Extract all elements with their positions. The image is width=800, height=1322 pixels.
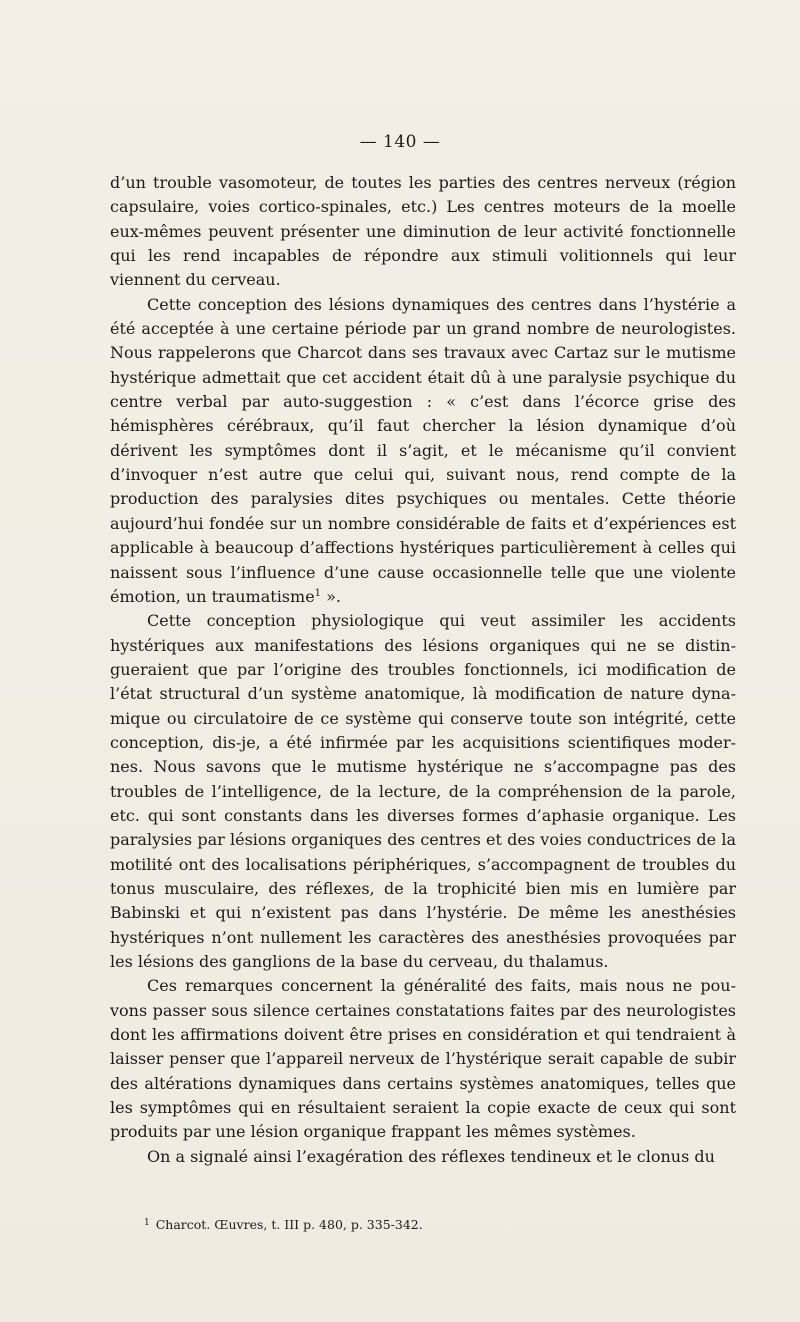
- paragraph-3: Cette conception physiologique qui veut assimiler les accidents hystériques aux manifestations des lésions organiques qui ne se distingueraient que par l’origine des troubles fonctionnels, ici modification de l’état structural d’un système anatomique, là modification de nature dynamique ou circulatoire de ce système qui conserve toute son intégrité, cette conception, dis-je, a été infirmée par les acquisitions scientifiques modernes. Nous savons que le mutisme hystérique ne s’accompagne pas des troubles de l’intelligence, de la lecture, de la compréhension de la parole, etc. qui sont constants dans les diverses formes d’aphasie organique. Les paralysies par lésions organiques des centres et des voies conductrices de la motilité ont des localisations périphériques, s’accompagnent de troubles du tonus musculaire, des réflexes, de la trophicité bien mis en lumière par Babinski et qui n’existent pas dans l’hystérie. De même les anesthésies hystériques n’ont nullement les caractères des anesthésies provoquées par les lésions des ganglions de la base du cerveau, du thalamus.: [110, 611, 736, 971]
- footnote-mark: 1: [144, 1218, 150, 1228]
- page-number: — 140 —: [359, 132, 441, 152]
- footnote: [144, 1215, 736, 1233]
- paragraph-2-text: Cette conception des lésions dynamiques des centres dans l’hystérie a été acceptée à une certaine période par un grand nombre de neurologistes. Nous rappelerons que Charcot dans ses travaux avec Cartaz sur le mutisme hystérique admettait que cet accident était dû à une paralysie psychique du centre verbal par auto-suggestion : « c’est dans l’écorce grise des hémisphères cérébraux, qu’il faut chercher la lésion dynamique d’où dérivent les symptômes dont il s’agit, et le mécanisme qu’il convient d’invoquer n’est autre que celui qui, suivant nous, rend compte de la production des paralysies dites psychiques ou mentales. Cette théorie aujourd’hui fondée sur un nombre considérable de faits et d’expériences est applicable à beaucoup d’affections hystériques particulièrement à celles qui naissent sous l’influence d’une cause occasionnelle telle que une violente émotion, un traumatisme: [110, 294, 736, 606]
- paragraph-5: On a signalé ainsi l’exagération des réflexes tendineux et le clonus du: [147, 1146, 715, 1166]
- paragraph-4: Ces remarques concernent la généralité des faits, mais nous ne pouvons passer sous silence certaines constatations faites par des neurologistes dont les affirmations doivent être prises en considération et qui tendraient à laisser penser que l’appareil nerveux de l’hystérique serait capable de subir des altérations dynamiques dans certains systèmes anatomiques, telles que les symptômes qui en résultaient seraient la copie exacte de ceux qui sont produits par une lésion organique frappant les mêmes systèmes.: [110, 976, 736, 1142]
- footnote-reference[interactable]: 1: [314, 587, 322, 599]
- paragraph-2: [110, 293, 736, 609]
- paragraph-1: d’un trouble vasomoteur, de toutes les parties des centres nerveux (région capsulaire, voies cortico-spinales, etc.) Les centres moteurs de la moelle eux-mêmes peuvent présenter une diminution de leur activité fonctionnelle qui les rend incapables de répondre aux stimuli volitionnels qui leur viennent du cerveau.: [110, 173, 736, 290]
- body-text: [110, 171, 736, 1169]
- footnote-text: Charcot. Œuvres, t. III p. 480, p. 335-342.: [155, 1217, 423, 1232]
- quote-close: ».: [321, 586, 341, 606]
